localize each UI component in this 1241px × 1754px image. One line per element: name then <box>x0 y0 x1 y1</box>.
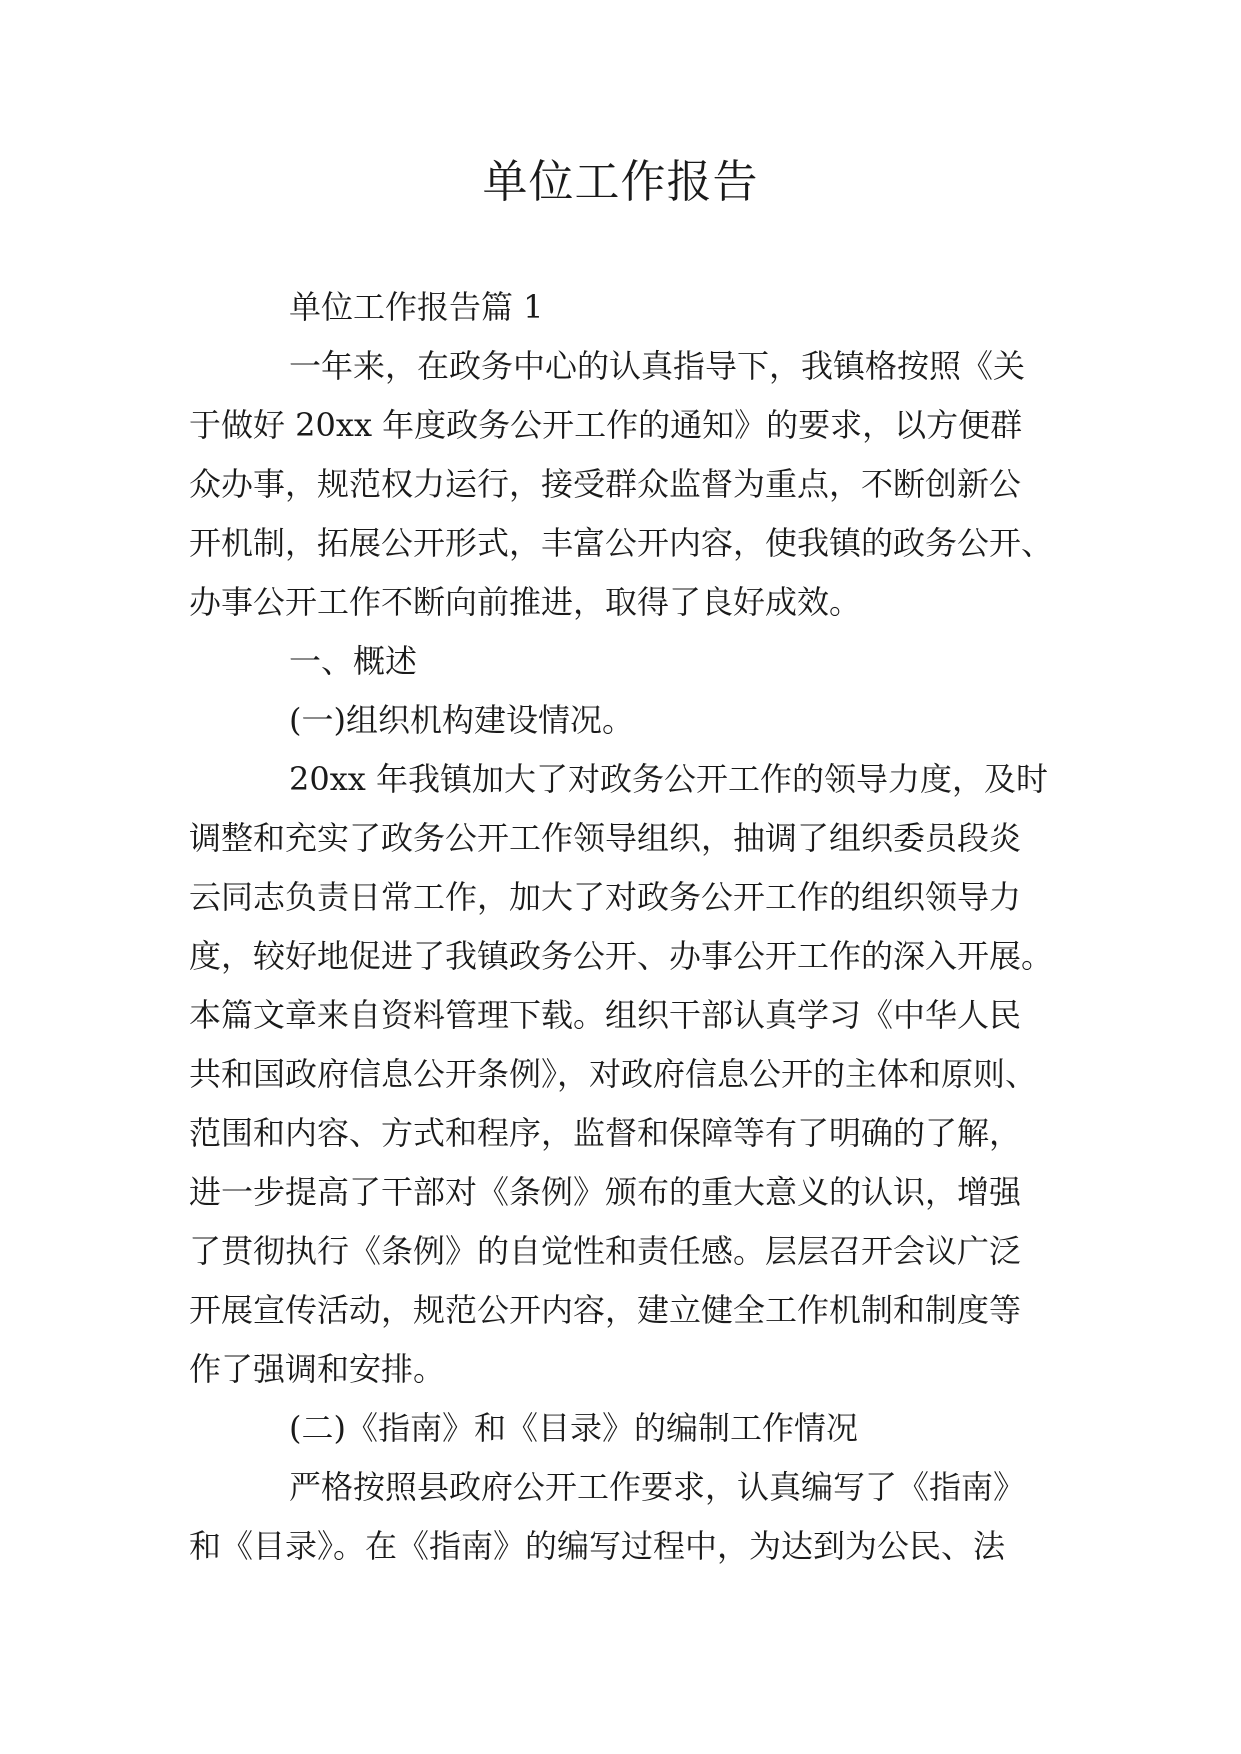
paragraph-line: 和《目录》。在《指南》的编写过程中，为达到为公民、法 <box>189 1527 1006 1565</box>
paragraph-line: 范围和内容、方式和程序，监督和保障等有了明确的了解， <box>189 1114 1022 1152</box>
paragraph-line: 进一步提高了干部对《条例》颁布的重大意义的认识，增强 <box>189 1173 1022 1211</box>
paragraph-line: 众办事，规范权力运行，接受群众监督为重点，不断创新公 <box>189 465 1022 503</box>
document-title: 单位工作报告 <box>482 155 759 208</box>
paragraph-line: 共和国政府信息公开条例》，对政府信息公开的主体和原则、 <box>189 1055 1038 1093</box>
paragraph-line: 一年来，在政务中心的认真指导下，我镇格按照《关 <box>289 347 1026 385</box>
section-heading: 一、概述 <box>289 642 418 680</box>
subsection-heading: (二)《指南》和《目录》的编制工作情况 <box>289 1409 858 1447</box>
section-heading: 单位工作报告篇 1 <box>289 288 544 326</box>
paragraph-line: 严格按照县政府公开工作要求，认真编写了《指南》 <box>289 1468 1026 1506</box>
paragraph-line: 云同志负责日常工作，加大了对政务公开工作的组织领导力 <box>189 878 1022 916</box>
paragraph-line: 于做好 20xx 年度政务公开工作的通知》的要求，以方便群 <box>189 406 1023 444</box>
paragraph-line: 开展宣传活动，规范公开内容，建立健全工作机制和制度等 <box>189 1291 1022 1329</box>
paragraph-line: 本篇文章来自资料管理下载。组织干部认真学习《中华人民 <box>189 996 1022 1034</box>
paragraph-line: 开机制，拓展公开形式，丰富公开内容，使我镇的政务公开、 <box>189 524 1054 562</box>
paragraph-line: 作了强调和安排。 <box>189 1350 446 1388</box>
paragraph-line: 度，较好地促进了我镇政务公开、办事公开工作的深入开展。 <box>189 937 1054 975</box>
paragraph-line: 调整和充实了政务公开工作领导组织，抽调了组织委员段炎 <box>189 819 1022 857</box>
subsection-heading: (一)组织机构建设情况。 <box>289 701 634 739</box>
paragraph-line: 办事公开工作不断向前推进，取得了良好成效。 <box>189 583 862 621</box>
paragraph-line: 20xx 年我镇加大了对政务公开工作的领导力度，及时 <box>289 760 1048 798</box>
paragraph-line: 了贯彻执行《条例》的自觉性和责任感。层层召开会议广泛 <box>189 1232 1022 1270</box>
